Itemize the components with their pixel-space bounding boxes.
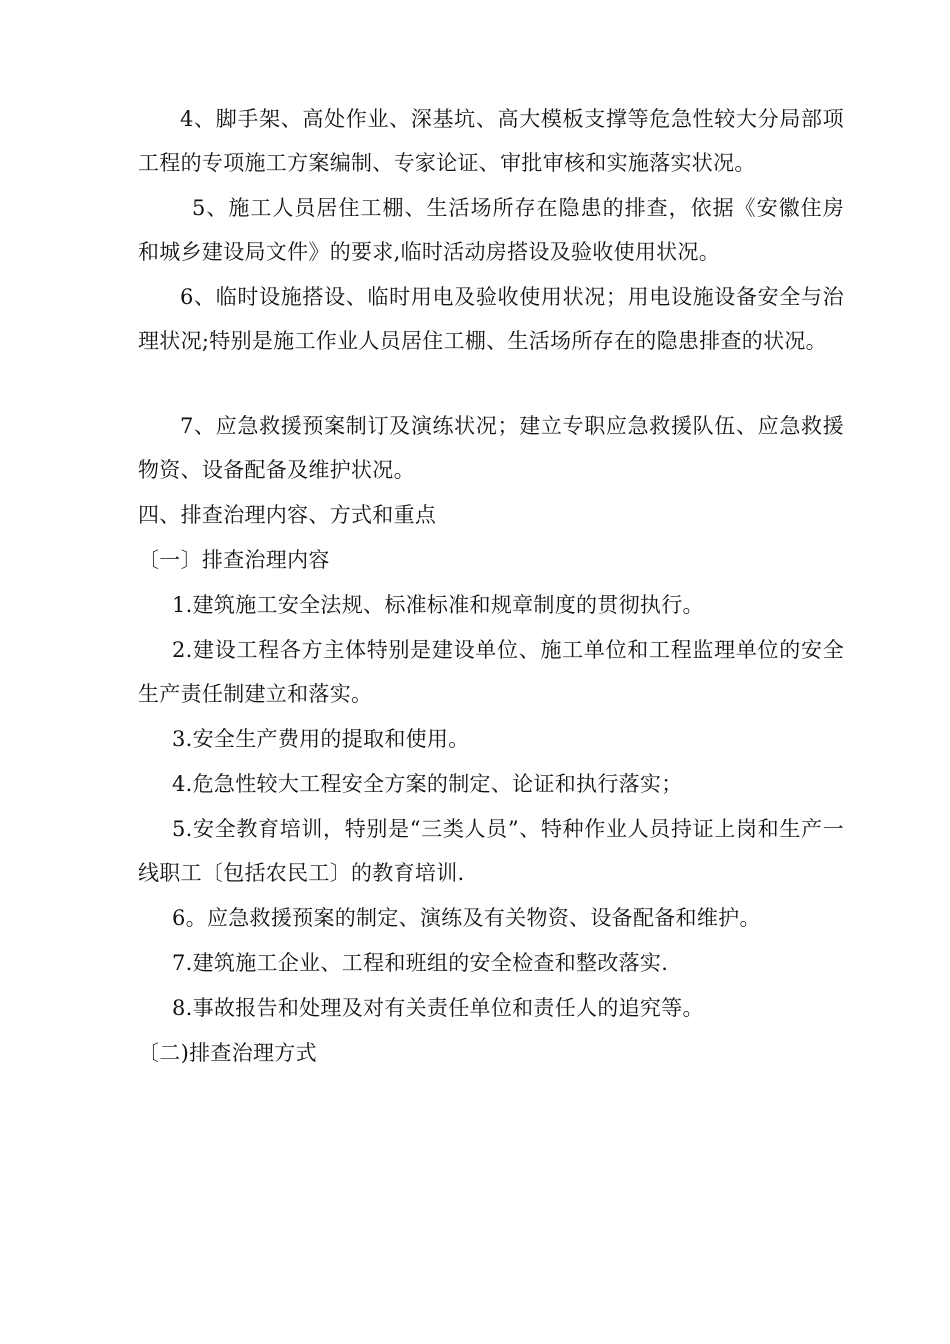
list-item-3: 3.安全生产费用的提取和使用。 xyxy=(172,727,470,751)
paragraph-item-7-emergency-rescue: 7、应急救援预案制订及演练状况；建立专职应急救援队伍、应急救援物资、设备配备及维护状况。 xyxy=(138,414,844,482)
paragraph-item-4-scaffolding: 4、脚手架、高处作业、深基坑、高大模板支撑等危急性较大分局部项工程的专项施工方案编制、专家论证、审批审核和实施落实状况。 xyxy=(138,107,844,175)
subsection-heading-two: 〔二)排查治理方式 xyxy=(138,1041,317,1065)
subsection-heading-one: 〔一〕排查治理内容 xyxy=(138,548,330,572)
list-item-2: 2.建设工程各方主体特别是建设单位、施工单位和工程监理单位的安全生产责任制建立和落实。 xyxy=(138,638,844,706)
list-item-6: 6。应急救援预案的制定、演练及有关物资、设备配备和维护。 xyxy=(172,906,761,930)
list-item-5: 5.安全教育培训，特别是“三类人员”、特种作业人员持证上岗和生产一线职工〔包括农民工〕的教育培训. xyxy=(138,817,844,885)
paragraph-item-5-worker-housing: 5、施工人员居住工棚、生活场所存在隐患的排查，依据《安徽住房和城乡建设局文件》的要求,临时活动房搭设及验收使用状况。 xyxy=(138,196,844,264)
list-item-8: 8.事故报告和处理及对有关责任单位和责任人的追究等。 xyxy=(172,996,704,1020)
list-item-4: 4.危急性较大工程安全方案的制定、论证和执行落实； xyxy=(172,772,683,796)
list-item-1: 1.建筑施工安全法规、标准标准和规章制度的贯彻执行。 xyxy=(172,593,704,617)
paragraph-item-6-temporary-facilities: 6、临时设施搭设、临时用电及验收使用状况；用电设施设备安全与治理状况;特别是施工作业人员居住工棚、生活场所存在的隐患排查的状况。 xyxy=(138,285,844,353)
section-heading-four: 四、排查治理内容、方式和重点 xyxy=(138,503,437,527)
list-item-7: 7.建筑施工企业、工程和班组的安全检查和整改落实. xyxy=(172,951,669,975)
